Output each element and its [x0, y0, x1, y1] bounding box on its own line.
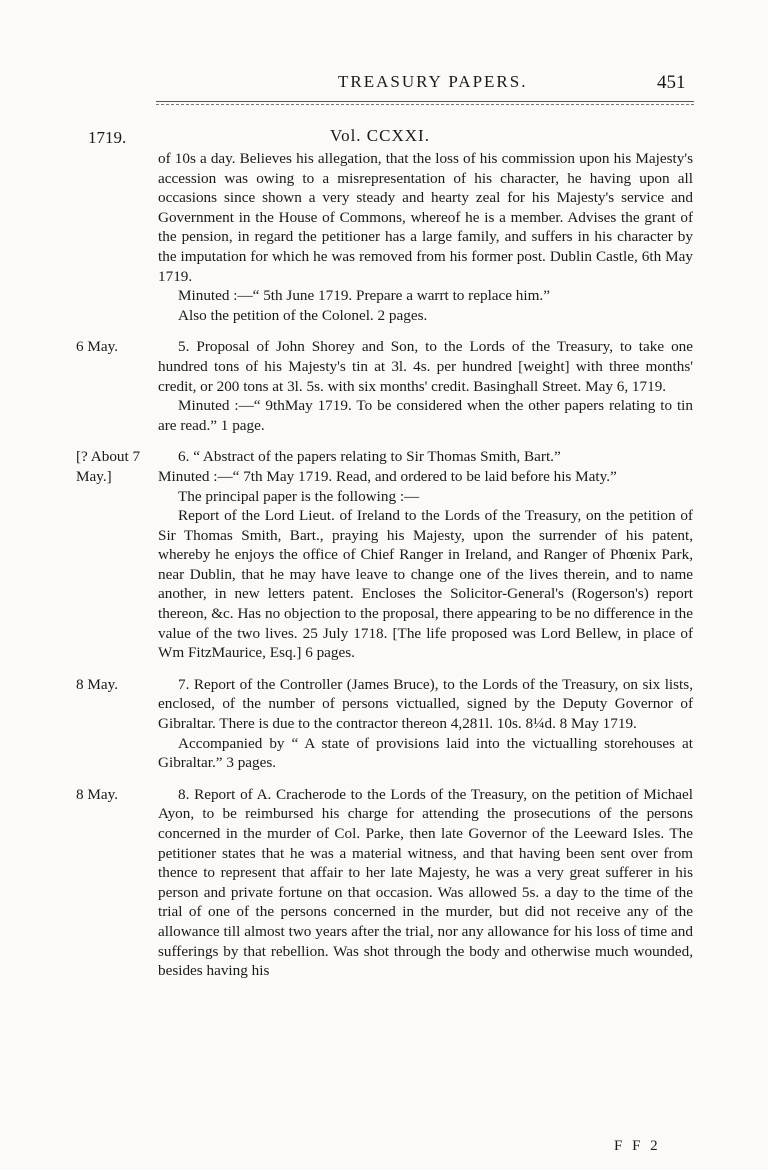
entry-date: 6 May.: [76, 338, 119, 356]
entry-date: 8 May.: [76, 785, 119, 803]
continuation-minuted: Minuted :—“ 5th June 1719. Prepare a warrt to replace him.”: [178, 287, 550, 305]
entry-7: [76, 675, 693, 773]
entry-text: 6. “ Abstract of the papers relating to Sir Thomas Smith, Bart.”: [178, 448, 561, 466]
entry-accompanied: Accompanied by “ A state of provisions laid into the victualling storehouses at Gibraltar.” 3 pages.: [158, 734, 693, 772]
running-title: TREASURY PAPERS.: [338, 72, 528, 91]
margin-year: 1719.: [88, 128, 127, 147]
entry-5: [76, 337, 693, 435]
entry-text: 5. Proposal of John Shorey and Son, to the Lords of the Treasury, to take one hundred tons of his Majesty's tin at 3l. 4s. per hundred [weight] with three months' credit, or 200 tons at 3l. 5s. with six months' credit. Basinghall Street. May 6, 1719.: [158, 338, 693, 395]
continuation-text: of 10s a day. Believes his allegation, that the loss of his commission upon his Majesty's accession was owing to a misrepresentation of his character, he having upon all occasions since shown a very steady and hearty zeal for his Majesty's service and Government in the House of Commons, whereof he is a member. Advises the grant of the pension, in regard the petitioner has a large family, and suffers in his character by the imputation for which he was removed from his former post. Dublin Castle, 6th May 1719.: [158, 150, 693, 285]
header-rule: [156, 101, 694, 105]
entry-date: [? About 7 May.]: [76, 448, 141, 485]
page-body: [76, 149, 693, 981]
entry-date: 8 May.: [76, 675, 119, 693]
entry-report: Report of the Lord Lieut. of Ireland to the Lords of the Treasury, on the petition of Sir Thomas Smith, Bart., praying his Majesty, upon the surrender of his patent, whereby he enjoys the office of Chief Ranger in Ireland, and Ranger of Phœnix Park, near Dublin, that he may have leave to change one of the lives therein, and to name another, in new letters patent. Encloses the Solicitor-General's (Rogerson's) report thereon, &c. Has no objection to the proposal, there appearing to be no difference in the value of the two lives. 25 July 1718. [The life proposed was Lord Bellew, in place of Wm FitzMaurice, Esq.] 6 pages.: [158, 507, 693, 662]
entry-6: [76, 447, 693, 663]
volume-heading: Vol. CCXXI.: [330, 126, 430, 145]
page-number: 451: [657, 72, 686, 93]
continuation-also: Also the petition of the Colonel. 2 pages.: [178, 306, 428, 324]
entry-8: [76, 785, 693, 981]
entry-minuted: Minuted :—“ 9thMay 1719. To be considered when the other papers relating to tin are read.” 1 page.: [158, 397, 693, 434]
entry-minuted: Minuted :—“ 7th May 1719. Read, and ordered to be laid before his Maty.”: [158, 467, 617, 485]
entry-principal: The principal paper is the following :—: [178, 487, 420, 505]
entry-text: 7. Report of the Controller (James Bruce), to the Lords of the Treasury, on six lists, enclosed, of the number of persons victualled, signed by the Deputy Governor of Gibraltar. There is due to the contractor thereon 4,281l. 10s. 8¼d. 8 May 1719.: [158, 675, 693, 733]
continuation-entry: [158, 149, 693, 325]
signature-mark: F F 2: [614, 1138, 661, 1154]
entry-text: 8. Report of A. Cracherode to the Lords of the Treasury, on the petition of Michael Ayon, to be reimbursed his charge for attending the prosecutions of the persons concerned in the murder of Col. Parke, then late Governor of the Leeward Isles. The petitioner states that he was a material witness, and that having been sent over from thence to represent that affair to her late Majesty, he was a very great sufferer in his person and private fortune on that occasion. Was allowed 5s. a day to the time of the trial of one of the persons concerned in the murder, but did not receive any of the allowance till almost two years after the trial, nor any allowance for his loss of time and sufferings by that rebellion. Was shot through the body and otherwise much wounded, besides having his: [158, 785, 693, 980]
